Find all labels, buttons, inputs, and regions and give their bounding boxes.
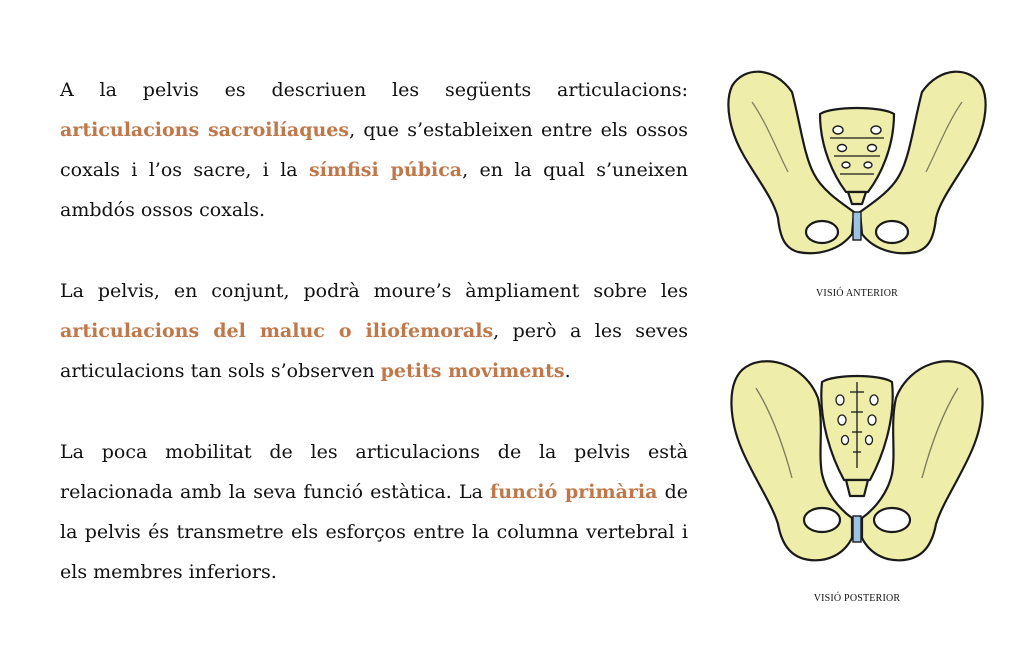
paragraph-articulations	[60, 70, 688, 230]
pelvis-anterior-illustration	[722, 52, 992, 267]
paragraph-static-function	[60, 432, 688, 592]
highlighted-term: petits moviments	[380, 360, 565, 382]
paragraph-hip-movement	[60, 271, 688, 391]
pelvis-posterior-illustration	[722, 348, 992, 578]
text-column	[60, 70, 688, 633]
text-run: de la pelvis és transmetre els esforços entre la columna vertebral i els membres inferiors.	[60, 481, 688, 583]
text-run: La poca mobilitat de les articulacions de la pelvis està relacionada amb la seva funció estàtica. La	[60, 441, 688, 503]
caption-posterior: VISIÓ POSTERIOR	[813, 593, 901, 604]
text-run: , en la qual s’uneixen ambdós ossos coxals.	[60, 159, 689, 221]
text-run: La pelvis, en conjunt, podrà moure’s àmpliament sobre les	[60, 280, 688, 302]
caption-anterior: VISIÓ ANTERIOR	[816, 288, 898, 299]
highlighted-term: articulacions sacroilíaques	[60, 119, 350, 141]
highlighted-term: funció primària	[490, 481, 658, 503]
text-run: , que s’estableixen entre els ossos coxals i l’os sacre, i la	[60, 119, 689, 181]
text-run: , però a les seves articulacions tan sols s’observen	[60, 320, 688, 382]
text-run: A la pelvis es descriuen les següents articulacions:	[60, 79, 688, 101]
text-run: .	[564, 360, 571, 382]
highlighted-term: símfisi púbica	[308, 159, 463, 181]
highlighted-term: articulacions del maluc o iliofemorals	[60, 320, 494, 342]
